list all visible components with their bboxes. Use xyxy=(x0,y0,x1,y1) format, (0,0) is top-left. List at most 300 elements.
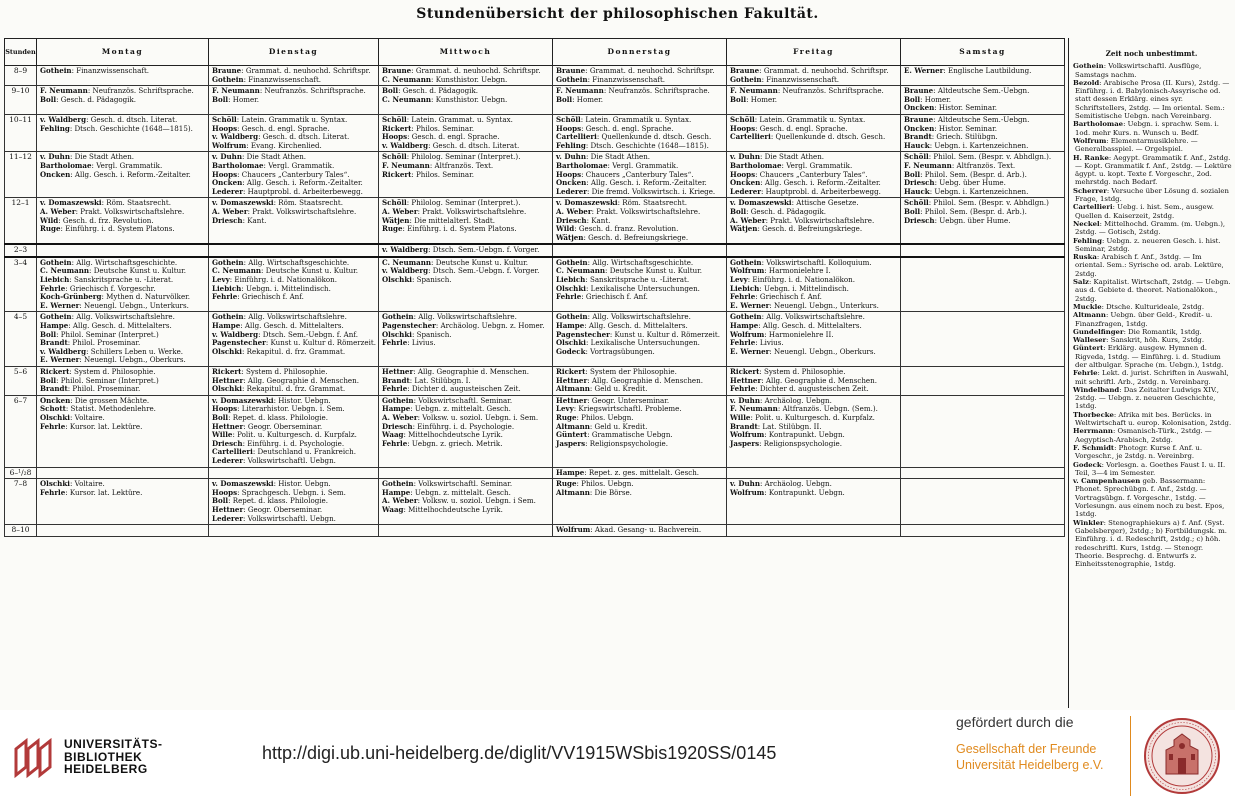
column-header-saturday: Samstag xyxy=(901,39,1065,66)
course-entry: Oncken: Die grossen Mächte. xyxy=(40,395,150,405)
course-entry: Jaspers: Religionspsychologie. xyxy=(730,438,842,448)
unscheduled-entry: Cartellieri: Uebg. i. hist. Sem., ausgew. Quellen d. Kaiserzeit, 2stdg. xyxy=(1073,203,1214,220)
course-entry: Gothein: Allg. Volkswirtschaftslehre. xyxy=(382,312,517,322)
cell-thursday xyxy=(553,244,727,257)
course-entry: Pagenstecher: Kunst u. Kultur d. Römerzeit. xyxy=(556,329,720,339)
course-entry: Fehrle: Griechisch f. Vorgeschr. xyxy=(40,283,156,293)
unscheduled-entry: Bartholomae: Uebgn. i. sprachw. Sem. i. 1od. mehr Kurs. n. Wunsch u. Bedf. xyxy=(1073,120,1219,137)
time-slot-label: 8–10 xyxy=(5,525,37,537)
course-entry: Olschki: Spanisch. xyxy=(382,275,452,285)
cell-tuesday xyxy=(209,525,379,537)
cell-thursday xyxy=(553,198,727,244)
course-entry: C. Neumann: Kunsthistor. Uebgn. xyxy=(382,94,508,104)
course-entry: Driesch: Kant. xyxy=(556,215,611,225)
university-seal-icon xyxy=(1142,716,1222,796)
timetable-row xyxy=(5,525,1065,537)
course-entry: Fehrle: Griechisch f. Anf. xyxy=(730,292,822,302)
course-entry: Braune: Altdeutsche Sem.-Uebgn. xyxy=(904,86,1030,96)
course-entry: Schöll: Philol. Sem. (Bespr. v. Abhdlgn.). xyxy=(904,152,1052,162)
course-entry: Schott: Statist. Methodenlehre. xyxy=(40,404,156,414)
cell-monday xyxy=(37,66,209,86)
course-entry: Boll: Gesch. d. Pädagogik. xyxy=(382,86,479,96)
cell-thursday xyxy=(553,467,727,479)
course-entry: A. Weber: Volksw. u. soziol. Uebgn. i. Sem. xyxy=(382,412,539,422)
time-slot-label: 6–7 xyxy=(5,395,37,467)
cell-saturday xyxy=(901,66,1065,86)
course-entry: Hettner: Geogr. Oberseminar. xyxy=(212,504,323,514)
course-entry: E. Werner: Neuengl. Uebgn., Oberkurs. xyxy=(40,355,186,365)
unscheduled-heading: Zeit noch unbestimmt. xyxy=(1105,49,1198,58)
permalink-url[interactable]: http://digi.ub.uni-heidelberg.de/diglit/VV1915WSbis1920SS/0145 xyxy=(262,743,777,763)
course-entry: Boll: Homer. xyxy=(904,94,952,104)
timetable-row xyxy=(5,152,1065,198)
course-entry: Hettner: Allg. Geographie d. Menschen. xyxy=(556,375,703,385)
course-entry: Fehrle: Griechisch f. Anf. xyxy=(212,292,304,302)
time-slot-label: 11–12 xyxy=(5,152,37,198)
course-entry: Driesch: Einführg. i. d. Psychologie. xyxy=(212,438,345,448)
course-entry: E. Werner: Neuengl. Uebgn., Unterkurs. xyxy=(40,300,189,310)
course-entry: Boll: Gesch. d. Pädagogik. xyxy=(40,94,137,104)
course-entry: Bartholomae: Vergl. Grammatik. xyxy=(212,160,335,170)
course-entry: Hampe: Allg. Gesch. d. Mittelalters. xyxy=(40,321,172,331)
timetable xyxy=(4,38,1065,537)
course-entry: Boll: Repet. d. klass. Philologie. xyxy=(212,496,328,506)
column-header-wednesday: Mittwoch xyxy=(379,39,553,66)
course-entry: Fehrle: Dichter d. augusteischen Zeit. xyxy=(382,384,521,394)
course-entry: Boll: Repet. d. klass. Philologie. xyxy=(212,412,328,422)
course-entry: Boll: Philol. Sem. (Bespr. d. Arb.). xyxy=(904,206,1027,216)
course-entry: Olschki: Rekapitul. d. frz. Grammat. xyxy=(212,346,346,356)
time-slot-label: 5–6 xyxy=(5,367,37,396)
cell-tuesday xyxy=(209,244,379,257)
course-entry: Hoops: Chaucers „Canterbury Tales“. xyxy=(556,169,694,179)
course-entry: Schöll: Philol. Sem. (Bespr. v. Abhdlgn.) xyxy=(904,198,1049,208)
course-entry: Hoops: Gesch. d. engl. Sprache. xyxy=(212,123,330,133)
course-entry: A. Weber: Prakt. Volkswirtschaftslehre. xyxy=(382,206,527,216)
course-entry: Rickert: System der Philosophie. xyxy=(556,367,677,376)
course-entry: Gothein: Finanzwissenschaft. xyxy=(212,74,322,84)
cell-monday xyxy=(37,86,209,115)
course-entry: Olschki: Lexikalische Untersuchungen. xyxy=(556,338,700,348)
course-entry: Waag: Mittelhochdeutsche Lyrik. xyxy=(382,430,503,440)
unscheduled-entry: Thorbecke: Afrika mit bes. Berücks. in Weltwirtschaft u. europ. Kolonisation, 2stdg. xyxy=(1073,410,1232,428)
cell-wednesday xyxy=(379,66,553,86)
cell-friday xyxy=(727,467,901,479)
unscheduled-entry: H. Ranke: Aegypt. Grammatik f. Anf., 2stdg. — Kopt. Grammatik f. Anf., 2stdg. — Lektüre ägypt. u. kopt. Texte f. Vorgeschr., 2od. mehrstdg. nach Bedarf. xyxy=(1073,153,1232,187)
course-entry: Fehrle: Dichter d. augusteischen Zeit. xyxy=(730,384,869,394)
course-entry: Fehrle: Griechisch f. Anf. xyxy=(556,292,648,302)
course-entry: Lederer: Volkswirtschaftl. Uebgn. xyxy=(212,455,336,465)
course-entry: Schöll: Philolog. Seminar (Interpret.). xyxy=(382,152,521,162)
course-entry: Hoops: Literarhistor. Uebgn. i. Sem. xyxy=(212,404,345,414)
course-entry: Hoops: Sprachgesch. Uebgn. i. Sem. xyxy=(212,487,346,497)
cell-tuesday xyxy=(209,114,379,151)
course-entry: Fehrle: Kursor. lat. Lektüre. xyxy=(40,421,143,431)
course-entry: Koch-Grünberg: Mythen d. Naturvölker. xyxy=(40,292,191,302)
course-entry: Oncken: Allg. Gesch. i. Reform.-Zeitalter. xyxy=(556,178,707,188)
course-entry: Levy: Einführg. i. d. Nationalökon. xyxy=(212,275,338,285)
course-entry: Rickert: Philos. Seminar. xyxy=(382,169,475,179)
course-entry: Altmann: Geld u. Kredit. xyxy=(556,421,648,431)
course-entry: v. Waldberg: Schillers Leben u. Werke. xyxy=(40,346,184,356)
footer-bar xyxy=(0,710,1235,800)
unscheduled-entry: Scherrer: Versuche über Lösung d. sozialen Frage, 1stdg. xyxy=(1073,186,1229,204)
course-entry: Brandt: Philol. Proseminar. xyxy=(40,338,141,348)
course-entry: Rickert: System d. Philosophie. xyxy=(730,367,846,376)
course-entry: Hoops: Chaucers „Canterbury Tales“. xyxy=(730,169,868,179)
unscheduled-entry: Gundelfinger: Die Romantik, 1stdg. xyxy=(1073,327,1202,336)
cell-monday xyxy=(37,312,209,367)
unscheduled-entry: Windelband: Das Zeitalter Ludwigs XIV., 2stdg. — Uebgn. z. neueren Geschichte, 1stdg. xyxy=(1073,385,1219,411)
course-entry: Gothein: Allg. Volkswirtschaftslehre. xyxy=(40,312,175,322)
unscheduled-entry: Güntert: Erklärg. ausgew. Hymnen d. Rigveda, 1stdg. — Einführg. i. d. Studium der altbulgar. Sprache (m. Uebgn.), 1stdg. xyxy=(1073,344,1224,369)
course-entry: Fehrle: Livius. xyxy=(382,338,436,348)
course-entry: v. Duhn: Archäolog. Uebgn. xyxy=(730,479,832,489)
course-entry: Lederer: Volkswirtschaftl. Uebgn. xyxy=(212,513,336,523)
course-entry: v. Domaszewski: Attische Gesetze. xyxy=(730,198,859,208)
course-entry: v. Duhn: Die Stadt Athen. xyxy=(556,152,651,162)
cell-saturday xyxy=(901,257,1065,312)
course-entry: v. Waldberg: Dtsch. Sem.-Uebgn. f. Vorger. xyxy=(382,266,540,276)
unscheduled-entry: Herrmann: Osmanisch-Türk., 2stdg. — Aegyptisch-Arabisch, 2stdg. xyxy=(1073,427,1212,444)
course-entry: Bartholomae: Vergl. Grammatik. xyxy=(556,160,679,170)
course-entry: Gothein: Volkswirtschaftl. Kolloquium. xyxy=(730,257,872,267)
cell-wednesday xyxy=(379,395,553,467)
course-entry: Gothein: Allg. Wirtschaftsgeschichte. xyxy=(212,257,350,267)
course-entry: Gothein: Allg. Volkswirtschaftslehre. xyxy=(212,312,347,322)
course-entry: Waag: Mittelhochdeutsche Lyrik. xyxy=(382,504,503,514)
course-entry: Driesch: Kant. xyxy=(212,215,267,225)
unscheduled-entry: Winkler: Stenographiekurs a) f. Anf. (Syst. Gabelsberger), 2stdg.; b) Fortbildungsk. m. Einführg. i. d. Redeschrift, 2stdg.; c) höh. redeschriftl. Kurs, 1stdg. — Stenogr. Theorie. Besprechg. d. Entwurfs z. Einheitsstenographie, 1stdg. xyxy=(1073,518,1227,569)
course-entry: Fehling: Dtsch. Geschichte (1648—1815). xyxy=(40,123,193,133)
course-entry: Boll: Philol. Seminar (Interpret.) xyxy=(40,375,159,385)
unscheduled-entry: Fehling: Uebgn. z. neueren Gesch. i. hist. Seminar, 2stdg. xyxy=(1073,236,1221,253)
course-entry: Braune: Grammat. d. neuhochd. Schriftspr. xyxy=(212,66,371,75)
course-entry: Liebich: Uebgn. i. Mittelindisch. xyxy=(212,283,331,293)
cell-saturday xyxy=(901,244,1065,257)
course-entry: Driesch: Uebg. über Hume. xyxy=(904,178,1006,188)
course-entry: Braune: Grammat. d. neuhochd. Schriftspr. xyxy=(556,66,715,75)
course-entry: Braune: Grammat. d. neuhochd. Schriftspr. xyxy=(730,66,889,75)
course-entry: Hampe: Uebgn. z. mittelalt. Gesch. xyxy=(382,487,511,497)
course-entry: Ruge: Philos. Uebgn. xyxy=(556,479,634,489)
cell-tuesday xyxy=(209,367,379,396)
cell-thursday xyxy=(553,257,727,312)
cell-thursday xyxy=(553,367,727,396)
course-entry: Olschki: Spanisch. xyxy=(382,329,452,339)
column-header-friday: Freitag xyxy=(727,39,901,66)
cell-saturday xyxy=(901,114,1065,151)
cell-friday xyxy=(727,244,901,257)
course-entry: Bartholomae: Vergl. Grammatik. xyxy=(730,160,853,170)
timetable-row xyxy=(5,367,1065,396)
course-entry: F. Neumann: Neufranzös. Schriftsprache. xyxy=(730,86,884,96)
course-entry: v. Waldberg: Gesch. d. dtsch. Literat. xyxy=(40,114,178,124)
cell-thursday xyxy=(553,479,727,525)
timetable-row xyxy=(5,198,1065,244)
course-entry: Lederer: Hauptprobl. d. Arbeiterbewegg. xyxy=(212,186,363,196)
course-entry: Ruge: Einführg. i. d. System Platons. xyxy=(40,224,175,234)
cell-tuesday xyxy=(209,86,379,115)
course-entry: Wolfrum: Kontrapunkt. Uebgn. xyxy=(730,487,845,497)
course-entry: Wolfrum: Kontrapunkt. Uebgn. xyxy=(730,430,845,440)
cell-thursday xyxy=(553,152,727,198)
course-entry: Olschki: Lexikalische Untersuchungen. xyxy=(556,283,700,293)
course-entry: v. Domaszewski: Histor. Uebgn. xyxy=(212,479,331,489)
timetable-row xyxy=(5,395,1065,467)
column-header-hours: Stunden xyxy=(5,39,37,66)
course-entry: Brandt: Lat. Stilübgn. II. xyxy=(730,421,822,431)
course-entry: Gothein: Allg. Wirtschaftsgeschichte. xyxy=(556,257,694,267)
course-entry: Schöll: Latein. Grammatik u. Syntax. xyxy=(556,114,692,124)
course-entry: Gothein: Allg. Volkswirtschaftslehre. xyxy=(730,312,865,322)
course-entry: Schöll: Philolog. Seminar (Interpret.). xyxy=(382,198,521,208)
course-entry: C. Neumann: Deutsche Kunst u. Kultur. xyxy=(40,266,187,276)
course-entry: C. Neumann: Kunsthistor. Uebgn. xyxy=(382,74,508,84)
course-entry: Liebich: Uebgn. i. Mittelindisch. xyxy=(730,283,849,293)
course-entry: Rickert: System d. Philosophie. xyxy=(212,367,328,376)
course-entry: Wätjen: Die mittelalterl. Stadt. xyxy=(382,215,495,225)
time-slot-label: 10–11 xyxy=(5,114,37,151)
cell-friday xyxy=(727,257,901,312)
cell-saturday xyxy=(901,312,1065,367)
course-entry: Cartellieri: Quellenkunde d. dtsch. Gesch. xyxy=(556,132,712,142)
cell-wednesday xyxy=(379,367,553,396)
cell-friday xyxy=(727,66,901,86)
cell-saturday xyxy=(901,367,1065,396)
course-entry: Boll: Philol. Seminar (Interpret.) xyxy=(40,329,159,339)
cell-friday xyxy=(727,152,901,198)
course-entry: Brandt: Lat. Stilübgn. I. xyxy=(382,375,471,385)
cell-monday xyxy=(37,257,209,312)
course-entry: Hampe: Repet. z. ges. mittelalt. Gesch. xyxy=(556,467,700,477)
cell-saturday xyxy=(901,395,1065,467)
cell-thursday xyxy=(553,66,727,86)
course-entry: Boll: Homer. xyxy=(556,94,604,104)
cell-monday xyxy=(37,198,209,244)
course-entry: Brandt: Philol. Proseminar. xyxy=(40,384,141,394)
cell-wednesday xyxy=(379,244,553,257)
course-entry: Hampe: Allg. Gesch. d. Mittelalters. xyxy=(556,321,688,331)
cell-wednesday xyxy=(379,257,553,312)
course-entry: Wolfrum: Evang. Kirchenlied. xyxy=(212,140,322,150)
course-entry: Lederer: Die fremd. Volkswirtsch. i. Kriege. xyxy=(556,186,716,196)
cell-tuesday xyxy=(209,467,379,479)
course-entry: Driesch: Einführg. i. d. Psychologie. xyxy=(382,421,515,431)
cell-monday xyxy=(37,467,209,479)
course-entry: Driesch: Uebgn. über Hume. xyxy=(904,215,1011,225)
course-entry: v. Domaszewski: Histor. Uebgn. xyxy=(212,395,331,405)
library-name: UNIVERSITÄTS- BIBLIOTHEK HEIDELBERG xyxy=(64,737,163,776)
course-entry: Hauck: Uebgn. i. Kartenzeichnen. xyxy=(904,186,1029,196)
cell-friday xyxy=(727,525,901,537)
course-entry: Liebich: Sanskritsprache u. -Literat. xyxy=(556,275,690,285)
course-entry: A. Weber: Prakt. Volkswirtschaftslehre. xyxy=(40,206,185,216)
sponsor-name: Gesellschaft der Freunde Universität Heidelberg e.V. xyxy=(956,742,1104,772)
course-entry: Wätjen: Gesch. d. Befreiungskriege. xyxy=(556,232,689,242)
timetable-row xyxy=(5,257,1065,312)
unscheduled-entry: F. Schmidt: Photogr. Kurse f. Anf. u. Vorgeschr., je 2stdg. n. Vereinbrg. xyxy=(1073,443,1203,461)
cell-saturday xyxy=(901,525,1065,537)
course-entry: A. Weber: Prakt. Volkswirtschaftslehre. xyxy=(212,206,357,216)
library-logo-icon xyxy=(12,735,58,781)
cell-wednesday xyxy=(379,86,553,115)
timetable-header-row xyxy=(5,39,1065,66)
cell-friday xyxy=(727,395,901,467)
cell-wednesday xyxy=(379,152,553,198)
course-entry: Bartholomae: Vergl. Grammatik. xyxy=(40,160,163,170)
course-entry: Cartellieri: Quellenkunde d. dtsch. Gesch. xyxy=(730,132,886,142)
cell-saturday xyxy=(901,86,1065,115)
course-entry: Wätjen: Gesch. d. Befreiungskriege. xyxy=(730,224,863,234)
time-slot-label: 2–3 xyxy=(5,244,37,257)
course-entry: Wolfrum: Akad. Gesang- u. Bachverein. xyxy=(556,525,702,535)
course-entry: Gothein: Allg. Wirtschaftsgeschichte. xyxy=(40,257,178,267)
cell-thursday xyxy=(553,114,727,151)
course-entry: A. Weber: Volksw. u. soziol. Uebgn. i Sem. xyxy=(382,496,536,506)
course-entry: Liebich: Sanskritsprache u. -Literat. xyxy=(40,275,174,285)
course-entry: Hettner: Allg. Geographie d. Menschen. xyxy=(730,375,877,385)
course-entry: Olschki: Rekapitul. d. frz. Grammat. xyxy=(212,384,346,394)
cell-thursday xyxy=(553,86,727,115)
course-entry: Rickert: Philos. Seminar. xyxy=(382,123,475,133)
course-entry: Pagenstecher: Kunst u. Kultur d. Römerzeit. xyxy=(212,338,376,348)
course-entry: Hoops: Gesch. d. engl. Sprache. xyxy=(730,123,848,133)
course-entry: Schöll: Latein. Grammatik u. Syntax. xyxy=(212,114,348,124)
course-entry: Gothein: Finanzwissenschaft. xyxy=(730,74,840,84)
course-entry: Güntert: Grammatische Uebgn. xyxy=(556,430,673,440)
time-slot-label: 4–5 xyxy=(5,312,37,367)
cell-thursday xyxy=(553,395,727,467)
course-entry: v. Domaszewski: Röm. Staatsrecht. xyxy=(556,198,687,208)
course-entry: v. Duhn: Die Stadt Athen. xyxy=(212,152,307,162)
course-entry: Hampe: Uebgn. z. mittelalt. Gesch. xyxy=(382,404,511,414)
cell-wednesday xyxy=(379,467,553,479)
unscheduled-entries xyxy=(1069,62,1234,568)
unscheduled-entry: Gothein: Volkswirtschaftl. Ausflüge, Samstags nachm. xyxy=(1073,62,1202,79)
time-slot-label: 9–10 xyxy=(5,86,37,115)
timetable-row xyxy=(5,244,1065,257)
column-header-monday: Montag xyxy=(37,39,209,66)
course-entry: C. Neumann: Deutsche Kunst u. Kultur. xyxy=(556,266,703,276)
course-entry: Oncken: Allg. Gesch. i. Reform.-Zeitalter. xyxy=(212,178,363,188)
timetable-row xyxy=(5,66,1065,86)
cell-saturday xyxy=(901,467,1065,479)
course-entry: Rickert: System d. Philosophie. xyxy=(40,367,156,376)
cell-tuesday xyxy=(209,152,379,198)
course-entry: Wild: Gesch. d. franz. Revolution. xyxy=(556,224,679,234)
cell-tuesday xyxy=(209,312,379,367)
timetable-row xyxy=(5,467,1065,479)
course-entry: Gothein: Finanzwissenschaft. xyxy=(556,74,666,84)
unscheduled-entry: Ruska: Arabisch f. Anf., 3stdg. — Im oriental. Sem.: Syrische od. arab. Lektüre, 2stdg. xyxy=(1073,253,1224,278)
time-slot-label: 6–¹/₂8 xyxy=(5,467,37,479)
unscheduled-entry: Salz: Kapitalist. Wirtschaft, 2stdg. — Uebgn. aus d. Gebiete d. theoret. Nationalökon., 2stdg. xyxy=(1073,278,1231,303)
unscheduled-entry: Wolfrum: Elementarmusiklehre. — Generalbasspiel. — Orgelspiel. xyxy=(1073,136,1198,154)
page-title: Stundenübersicht der philosophischen Fakultät. xyxy=(416,6,819,22)
cell-tuesday xyxy=(209,395,379,467)
course-entry: Wille: Polit. u. Kulturgesch. d. Kurpfalz. xyxy=(730,412,875,422)
timetable-row xyxy=(5,114,1065,151)
course-entry: Godeck: Vortragsübungen. xyxy=(556,346,655,356)
course-entry: Boll: Homer. xyxy=(212,94,260,104)
course-entry: F. Neumann: Altfranzös. Uebgn. (Sem.). xyxy=(730,404,878,414)
timetable-row xyxy=(5,479,1065,525)
unscheduled-entry: Muckle: Dtsche. Kulturideale, 2stdg. xyxy=(1073,302,1205,311)
course-entry: Fehrle: Uebgn. z. griech. Metrik. xyxy=(382,438,503,448)
cell-saturday xyxy=(901,152,1065,198)
unscheduled-entry: v. Campenhausen geb. Bassermann: Phonet. Sprechübgn. f. Anf., 2stdg. —Vortragsübgn. f. Vorgeschr., 1stdg. — Vorlesungn. aus einem noch zu best. Epos, 1stdg. xyxy=(1073,477,1225,519)
course-entry: v. Duhn: Archäolog. Uebgn. xyxy=(730,395,832,405)
cell-monday xyxy=(37,152,209,198)
cell-wednesday xyxy=(379,525,553,537)
course-entry: Fehrle: Livius. xyxy=(730,338,784,348)
cell-thursday xyxy=(553,525,727,537)
unscheduled-entry: Godeck: Vorlesgn. a. Goethes Faust I. u. II. Teil, 3—4 im Semester. xyxy=(1073,460,1226,477)
course-entry: Cartellieri: Deutschland u. Frankreich. xyxy=(212,447,356,457)
course-entry: Brandt: Griech. Stilübgn. xyxy=(904,132,998,142)
cell-friday xyxy=(727,86,901,115)
course-entry: v. Domaszewski: Röm. Staatsrecht. xyxy=(212,198,343,208)
time-slot-label: 7–8 xyxy=(5,479,37,525)
course-entry: Levy: Einführg. i. d. Nationalökon. xyxy=(730,275,856,285)
course-entry: F. Neumann: Altfranzös. Text. xyxy=(382,160,494,170)
unscheduled-entry: Altmann: Uebgn. über Geld-, Kredit- u. Finanzfragen, 1stdg. xyxy=(1073,311,1213,328)
course-entry: Fehrle: Kursor. lat. Lektüre. xyxy=(40,487,143,497)
cell-monday xyxy=(37,395,209,467)
course-entry: Wille: Polit. u. Kulturgesch. d. Kurpfalz. xyxy=(212,430,357,440)
course-entry: Gothein: Allg. Volkswirtschaftslehre. xyxy=(556,312,691,322)
course-entry: Gothein: Volkswirtschaftl. Seminar. xyxy=(382,479,513,489)
course-entry: Braune: Altdeutsche Sem.-Uebgn. xyxy=(904,114,1030,124)
course-entry: Wild: Gesch. d. frz. Revolution. xyxy=(40,215,154,225)
footer-divider xyxy=(1130,716,1131,796)
course-entry: Oncken: Histor. Seminar. xyxy=(904,123,997,133)
unscheduled-column xyxy=(1068,38,1234,708)
unscheduled-entry: Bezold: Arabische Prosa (II. Kurs), 2stdg. — Einführg. i. d. Babylonisch-Assyrische od. statt dessen Erklärg. eines syr. Schriftstellers, 2stdg. — Im oriental. Sem.: Semitistische Uebgn. nach Vereinbarg. xyxy=(1073,78,1230,121)
cell-monday xyxy=(37,479,209,525)
timetable-row xyxy=(5,86,1065,115)
course-entry: Hauck: Uebgn. i. Kartenzeichnen. xyxy=(904,140,1029,150)
course-entry: F. Neumann: Altfranzös. Text. xyxy=(904,160,1016,170)
column-header-thursday: Donnerstag xyxy=(553,39,727,66)
cell-friday xyxy=(727,114,901,151)
course-entry: Ruge: Einführg. i. d. System Platons. xyxy=(382,224,517,234)
course-entry: Hoops: Chaucers „Canterbury Tales“. xyxy=(212,169,350,179)
course-entry: v. Waldberg: Gesch. d. dtsch. Literat. xyxy=(212,132,350,142)
course-entry: Ruge: Philos. Uebgn. xyxy=(556,412,634,422)
course-entry: Jaspers: Religionspsychologie. xyxy=(556,438,668,448)
cell-friday xyxy=(727,198,901,244)
cell-thursday xyxy=(553,312,727,367)
course-entry: E. Werner: Englische Lautbildung. xyxy=(904,66,1032,75)
cell-monday xyxy=(37,114,209,151)
course-entry: F. Neumann: Neufranzös. Schriftsprache. xyxy=(40,86,194,96)
sponsor-label: gefördert durch die xyxy=(956,714,1074,730)
course-entry: F. Neumann: Neufranzös. Schriftsprache. xyxy=(556,86,710,96)
course-entry: Altmann: Die Börse. xyxy=(556,487,632,497)
course-entry: Braune: Grammat. d. neuhochd. Schriftspr. xyxy=(382,66,541,75)
time-slot-label: 8–9 xyxy=(5,66,37,86)
column-header-tuesday: Dienstag xyxy=(209,39,379,66)
course-entry: Hoops: Gesch. d. engl. Sprache. xyxy=(382,132,500,142)
course-entry: Gothein: Finanzwissenschaft. xyxy=(40,66,150,75)
course-entry: E. Werner: Neuengl. Uebgn., Unterkurs. xyxy=(730,300,879,310)
course-entry: Boll: Gesch. d. Pädagogik. xyxy=(730,206,827,216)
course-entry: Oncken: Histor. Seminar. xyxy=(904,103,997,113)
course-entry: Boll: Homer. xyxy=(730,94,778,104)
cell-monday xyxy=(37,367,209,396)
